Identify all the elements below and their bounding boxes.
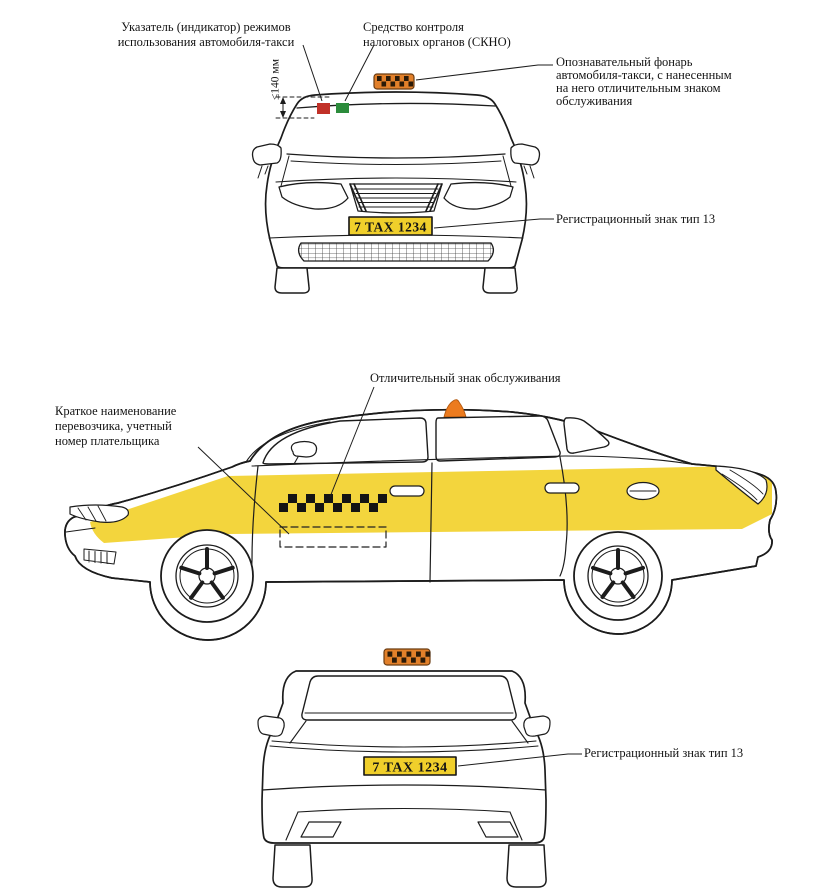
- side-quarter-window: [564, 418, 609, 453]
- front-left-mirror: [253, 144, 282, 165]
- annotation-line: использования автомобиля-такси: [117, 35, 295, 49]
- annotation-mode-indicator: [108, 20, 304, 50]
- annotation-skno: [363, 20, 511, 50]
- front-view: [253, 74, 540, 293]
- annotation-line: Опознавательный фонарь: [556, 55, 693, 69]
- front-plate-text: 7 TAX 1234: [354, 219, 427, 235]
- front-wheel-right: [483, 268, 517, 293]
- rear-plate-text: 7 TAX 1234: [372, 760, 448, 776]
- rear-wheel-right: [507, 845, 546, 887]
- front-taxi-lamp-icon: [374, 74, 414, 89]
- rear-wheel-left: [273, 845, 312, 887]
- rear-view: [258, 649, 550, 887]
- rear-taxi-lamp-icon: [384, 649, 430, 665]
- side-front-wheel: [161, 530, 253, 622]
- annotation-line: обслуживания: [556, 94, 633, 108]
- annotation-service-sign: Отличительный знак обслуживания: [370, 371, 561, 385]
- annotation-line: автомобиля-такси, с нанесенным: [556, 68, 732, 82]
- annotation-line: Краткое наименование: [55, 404, 177, 418]
- mode-indicator-red-icon: [317, 103, 330, 114]
- annotation-line: номер плательщика: [55, 434, 160, 448]
- front-wheel-left: [275, 268, 309, 293]
- annotation-roof-lamp: [556, 56, 732, 108]
- annotation-dimension: ≤140 мм: [269, 59, 282, 100]
- side-taxi-lamp-icon: [444, 400, 466, 417]
- annotation-line: перевозчика, учетный: [55, 419, 172, 433]
- side-mirror: [291, 442, 316, 458]
- front-right-mirror: [511, 144, 540, 165]
- front-door-handle: [390, 486, 424, 496]
- mode-indicator-green-icon: [336, 103, 349, 113]
- annotation-line: Средство контроля: [363, 20, 464, 34]
- annotation-plate-front: Регистрационный знак тип 13: [556, 212, 716, 226]
- rear-right-mirror: [524, 716, 550, 736]
- annotation-line: налоговых органов (СКНО): [363, 35, 511, 49]
- annotation-plate-rear: Регистрационный знак тип 13: [584, 746, 744, 760]
- rear-left-mirror: [258, 716, 284, 736]
- annotation-line: на него отличительным знаком: [556, 81, 721, 95]
- side-rear-wheel: [574, 532, 662, 620]
- side-rear-window: [436, 416, 560, 461]
- annotation-carrier-name: [55, 404, 176, 449]
- front-license-plate: [349, 217, 432, 235]
- annotation-line: Указатель (индикатор) режимов: [121, 20, 291, 34]
- front-lower-grille: [299, 243, 494, 261]
- rear-license-plate: [364, 757, 456, 776]
- rear-door-handle: [545, 483, 579, 493]
